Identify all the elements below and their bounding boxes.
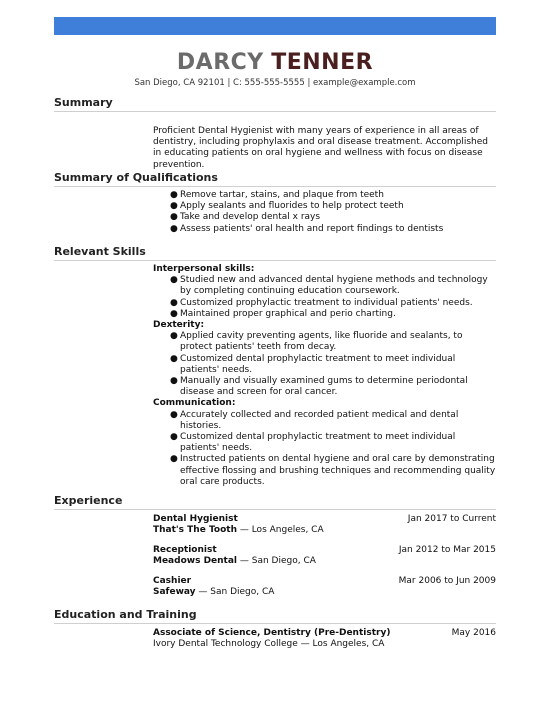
- job-title: Receptionist: [153, 545, 217, 555]
- degree-title: Associate of Science, Dentistry (Pre-Dentistry): [153, 628, 391, 638]
- section-title-summary: Summary: [54, 96, 113, 109]
- list-item: ● Applied cavity preventing agents, like fluoride and sealants, to protect patients' teeth from decay.: [170, 331, 463, 353]
- summary-paragraph: Proficient Dental Hygienist with many years of experience in all areas of dentistry, including prophylaxis and oral disease treatment. Accomplished in educating patients on oral hygiene and wellness with focus on disease prevention.: [153, 126, 488, 170]
- list-item: ● Apply sealants and fluorides to help protect teeth: [170, 201, 404, 212]
- employer-name: Safeway: [153, 587, 196, 598]
- section-divider: [54, 260, 496, 261]
- section-title-education: Education and Training: [54, 608, 197, 621]
- summary-text: [153, 126, 496, 171]
- job-dates: Jan 2012 to Mar 2015: [398, 545, 496, 555]
- list-item: ● Customized dental prophylactic treatment to meet individual patients' needs.: [170, 432, 456, 454]
- section-title-skills: Relevant Skills: [54, 245, 146, 258]
- job-title: Dental Hygienist: [153, 514, 238, 524]
- section-title-experience: Experience: [54, 494, 123, 507]
- experience-entry: [153, 545, 496, 567]
- list-item: ● Maintained proper graphical and perio charting.: [170, 308, 396, 319]
- school-name: Ivory Dental Technology College — Los Angeles, CA: [153, 639, 385, 650]
- section-divider: [54, 186, 496, 187]
- list-item: ● Customized prophylactic treatment to individual patients' needs.: [170, 297, 473, 308]
- employer-name: Meadows Dental: [153, 556, 238, 567]
- section-title-qualifications: Summary of Qualifications: [54, 171, 218, 184]
- job-location: — San Diego, CA: [237, 556, 316, 567]
- list-item: ● Remove tartar, stains, and plaque from teeth: [170, 190, 384, 200]
- job-dates: Mar 2006 to Jun 2009: [398, 576, 496, 586]
- job-title: Cashier: [153, 576, 192, 586]
- list-item: ● Assess patients' oral health and report findings to dentists: [170, 223, 444, 234]
- last-name: TENNER: [271, 50, 374, 75]
- list-item: ● Customized dental prophylactic treatment to meet individual patients' needs.: [170, 353, 456, 375]
- list-item: ● Manually and visually examined gums to determine periodontal disease and screen for oral cancer.: [170, 376, 468, 398]
- experience-entry: [153, 514, 496, 536]
- list-item: ● Take and develop dental x rays: [170, 212, 321, 223]
- section-divider: [54, 111, 496, 112]
- job-location: — Los Angeles, CA: [236, 525, 324, 536]
- job-location: — San Diego, CA: [195, 587, 275, 598]
- list-item: ● Studied new and advanced dental hygiene methods and technology by completing continuing education coursework.: [170, 275, 488, 297]
- skill-heading-communication: Communication:: [153, 398, 236, 409]
- candidate-name: [0, 50, 550, 76]
- job-dates: Jan 2017 to Current: [407, 514, 496, 524]
- employer-name: That's The Tooth: [153, 525, 237, 536]
- section-divider: [54, 623, 496, 624]
- education-entry: [153, 628, 496, 650]
- skill-heading-dexterity: Dexterity:: [153, 320, 205, 331]
- qualifications-list: [153, 190, 496, 235]
- graduation-date: May 2016: [451, 628, 496, 638]
- skill-heading-interpersonal: Interpersonal skills:: [153, 264, 255, 274]
- contact-line: San Diego, CA 92101 | C: 555-555-5555 | example@example.com: [134, 78, 416, 88]
- list-item: ● Accurately collected and recorded patient medical and dental histories.: [170, 409, 459, 431]
- first-name: DARCY: [176, 50, 264, 75]
- list-item: ● Instructed patients on dental hygiene and oral care by demonstrating effective flossing and brushing techniques and recommending quality oral care products.: [170, 454, 496, 487]
- section-divider: [54, 509, 496, 510]
- experience-entry: [153, 576, 496, 598]
- skills-block: [153, 264, 496, 488]
- header-accent-bar: [54, 17, 496, 35]
